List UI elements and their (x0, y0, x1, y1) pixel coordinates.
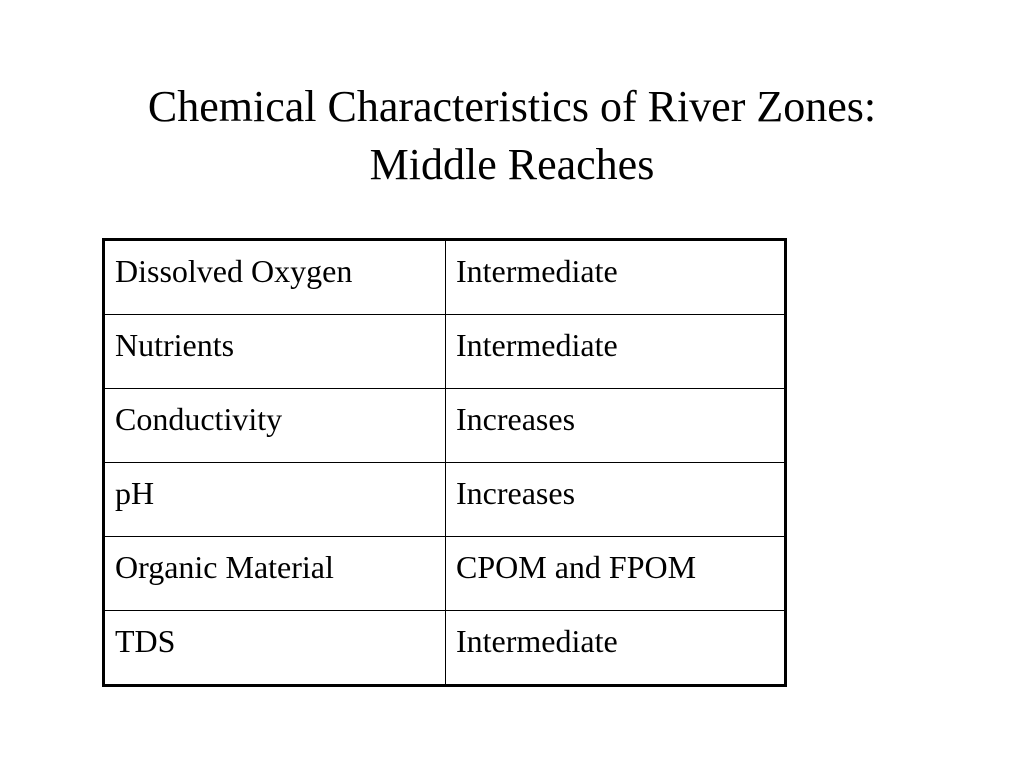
slide-title-line-1: Chemical Characteristics of River Zones: (147, 82, 877, 131)
table-row (104, 315, 786, 389)
table-row (104, 463, 786, 537)
value-cell: Increases (446, 389, 786, 463)
property-cell: Dissolved Oxygen (104, 240, 446, 315)
property-cell: pH (104, 463, 446, 537)
value-cell: CPOM and FPOM (446, 537, 786, 611)
slide-title (0, 78, 1024, 194)
property-cell: Conductivity (104, 389, 446, 463)
characteristics-table (102, 238, 787, 687)
value-cell: Intermediate (446, 240, 786, 315)
value-cell: Intermediate (446, 611, 786, 686)
value-cell: Intermediate (446, 315, 786, 389)
table-row (104, 537, 786, 611)
table-row (104, 389, 786, 463)
property-cell: Organic Material (104, 537, 446, 611)
table-row (104, 240, 786, 315)
value-cell: Increases (446, 463, 786, 537)
slide-title-line-2: Middle Reaches (369, 140, 655, 189)
property-cell: TDS (104, 611, 446, 686)
property-cell: Nutrients (104, 315, 446, 389)
table-row (104, 611, 786, 686)
